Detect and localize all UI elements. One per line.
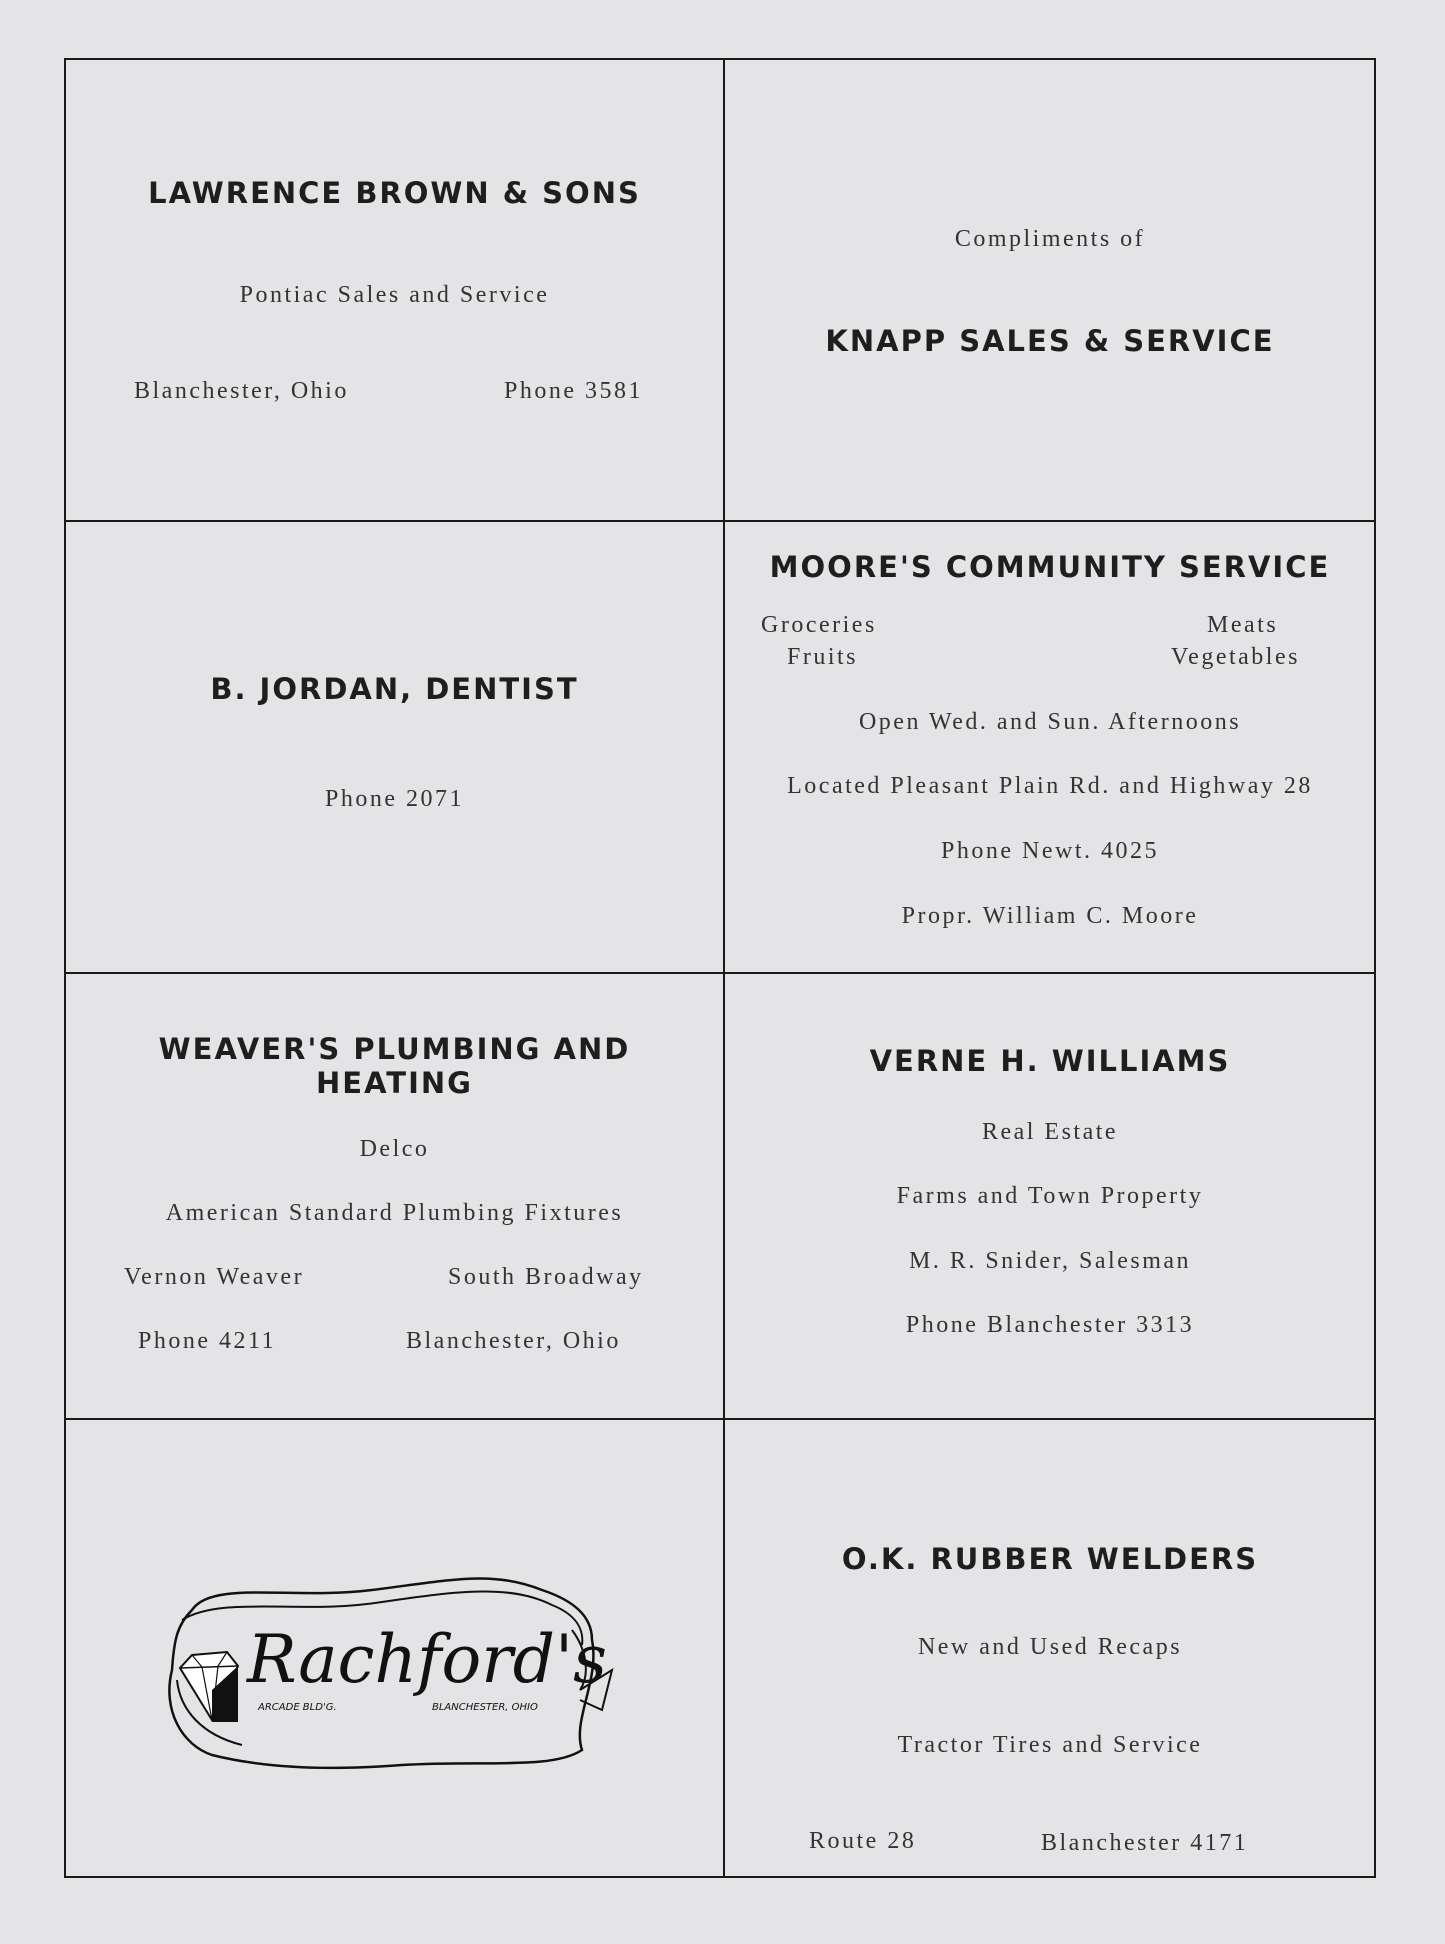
ad-phone: Blanchester 4171 [1041, 1830, 1249, 1856]
ad-jordan [66, 522, 723, 972]
ad-proprietor: Propr. William C. Moore [901, 903, 1199, 929]
ad-phone: Phone Newt. 4025 [941, 838, 1159, 864]
logo-city: BLANCHESTER, OHIO [432, 1702, 538, 1713]
ad-title: MOORE'S COMMUNITY SERVICE [769, 550, 1331, 584]
ad-city: Blanchester, Ohio [406, 1328, 621, 1354]
ad-williams [725, 974, 1375, 1418]
ad-title: B. JORDAN, DENTIST [210, 672, 579, 706]
ad-lawrence-brown [66, 60, 723, 520]
ad-phone: Phone 4211 [138, 1328, 277, 1354]
ad-item: Fruits [787, 644, 859, 670]
ad-item: Meats [1207, 612, 1279, 638]
ad-route: Route 28 [809, 1828, 917, 1854]
ad-item: Vegetables [1171, 644, 1300, 670]
ad-grid [64, 58, 1376, 1878]
ad-text: American Standard Plumbing Fixtures [165, 1200, 624, 1226]
ad-text: M. R. Snider, Salesman [908, 1248, 1192, 1274]
ad-weaver [66, 974, 723, 1418]
ad-item: Groceries [761, 612, 877, 638]
ad-title: O.K. RUBBER WELDERS [841, 1542, 1259, 1576]
ad-moore [725, 522, 1375, 972]
ad-city: Blanchester, Ohio [134, 378, 349, 404]
ad-phone: Phone 2071 [325, 786, 464, 812]
ad-phone: Phone Blanchester 3313 [905, 1312, 1195, 1338]
ad-title: VERNE H. WILLIAMS [869, 1044, 1231, 1078]
ad-phone: Phone 3581 [504, 378, 643, 404]
ad-rachford [66, 1420, 723, 1878]
ad-text: Farms and Town Property [896, 1183, 1204, 1209]
ad-title: HEATING [316, 1066, 473, 1100]
ad-title: LAWRENCE BROWN & SONS [148, 176, 641, 210]
logo-address: ARCADE BLD'G. [258, 1702, 337, 1713]
ad-location: Located Pleasant Plain Rd. and Highway 28 [787, 773, 1313, 799]
ad-brand: Delco [359, 1136, 430, 1162]
rachford-logo [152, 1560, 632, 1790]
ad-knapp [725, 60, 1375, 520]
ad-street: South Broadway [448, 1264, 644, 1290]
ad-title: KNAPP SALES & SERVICE [825, 324, 1275, 358]
ad-owner: Vernon Weaver [124, 1264, 305, 1290]
ad-text: Pontiac Sales and Service [239, 282, 550, 308]
ad-text: New and Used Recaps [917, 1634, 1183, 1660]
ad-text: Tractor Tires and Service [897, 1732, 1203, 1758]
logo-name: Rachford's [247, 1621, 608, 1698]
ad-title: WEAVER'S PLUMBING AND [158, 1032, 631, 1066]
ad-hours: Open Wed. and Sun. Afternoons [858, 709, 1242, 735]
ad-text: Real Estate [981, 1119, 1119, 1145]
ad-ok-rubber [725, 1420, 1375, 1878]
ad-intro: Compliments of [954, 226, 1146, 252]
